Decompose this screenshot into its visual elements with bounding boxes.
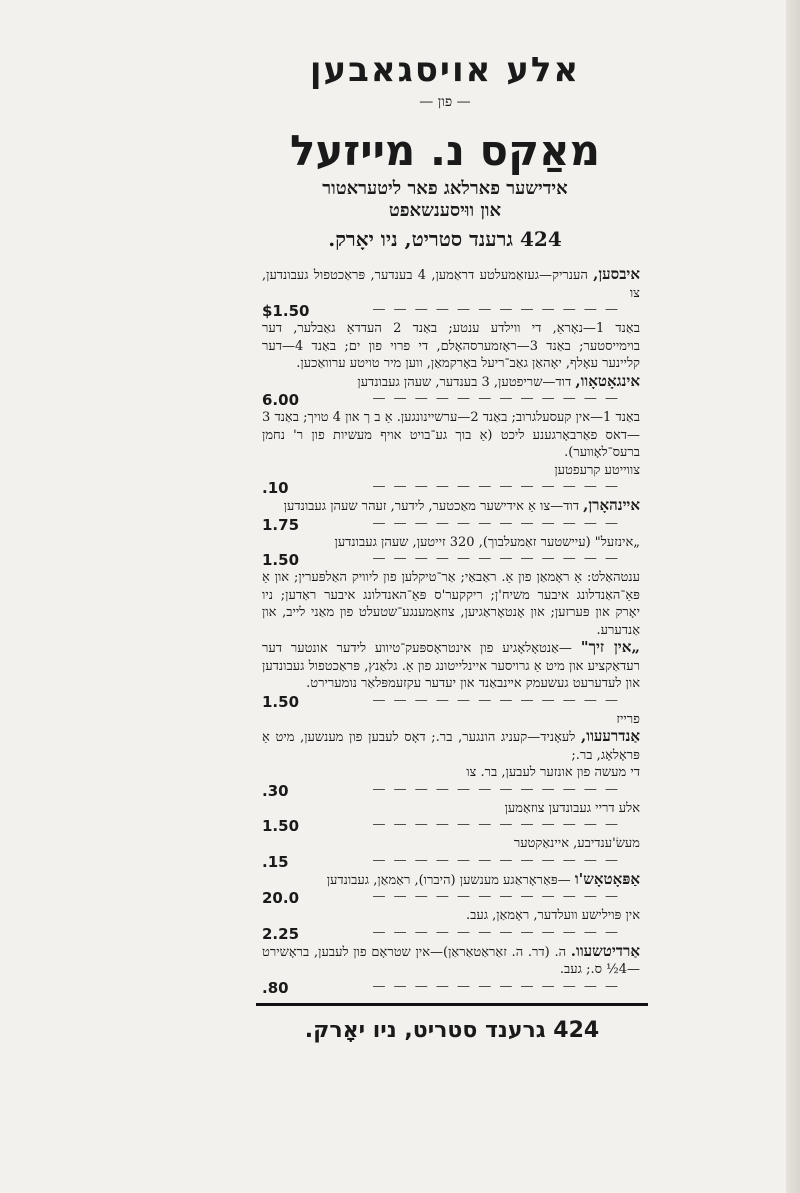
price-row <box>262 889 640 907</box>
entry-text <box>262 534 640 552</box>
catalog-entry <box>262 728 640 764</box>
entry-price: .10 <box>262 479 289 497</box>
price-leader-dashes: — — — — — — — — — — — — <box>372 817 620 832</box>
entry-text <box>262 943 640 979</box>
price-row <box>262 479 640 497</box>
price-leader-dashes: — — — — — — — — — — — — <box>372 692 620 708</box>
entry-text <box>262 462 640 480</box>
catalog-entry <box>262 871 640 908</box>
price-row <box>262 979 640 997</box>
catalog-entry <box>262 320 640 373</box>
price-leader-dashes: — — — — — — — — — — — — <box>372 391 620 406</box>
entry-description: מעשׂ'ענדיבע, איינאַקטער <box>513 836 640 851</box>
footer-address: 424 גרענד סטריט, ניו יאָרק. <box>304 1018 600 1043</box>
price-row <box>262 693 640 711</box>
entry-author: אײנהאָרן, <box>583 496 640 514</box>
catalog-entry <box>262 534 640 570</box>
footer-rule <box>256 1003 648 1006</box>
price-leader-dashes: — — — — — — — — — — — — <box>372 889 620 904</box>
entry-price: .80 <box>262 978 289 997</box>
price-row <box>262 853 640 871</box>
entry-description: „אינזעל" (עיישטער זאַמעלבוך), 320 זייטען, שעהן געבונדען <box>334 534 640 550</box>
catalog-entry <box>262 462 640 498</box>
price-leader-dashes: — — — — — — — — — — — — <box>372 924 620 940</box>
catalog-title: אלע אויסגאבען <box>309 50 581 90</box>
price-leader-dashes: — — — — — — — — — — — — <box>372 551 620 566</box>
catalog-entry <box>262 569 640 639</box>
price-row <box>262 782 640 800</box>
entry-price: $1.50 <box>262 302 310 320</box>
price-leader-dashes: — — — — — — — — — — — — <box>372 852 620 868</box>
price-row <box>262 302 640 320</box>
entry-description: פרייז <box>616 711 640 727</box>
entry-text <box>262 728 640 764</box>
entry-description: לעאָניד—קעניג הונגער, בר.; דאָס לעבען פון מענשען, מיט אַ פּראָלאָג, בר.; <box>262 730 640 763</box>
publisher-subline-1: אידישער פארלאג פאר ליטעראטור <box>322 178 568 199</box>
entry-price: 2.25 <box>262 924 300 943</box>
entry-text <box>262 320 640 373</box>
catalog-entry <box>262 373 640 410</box>
entry-text <box>262 266 640 302</box>
entry-author: אַרדיטשעוו. <box>570 941 640 960</box>
entry-price: .15 <box>262 852 289 871</box>
catalog-entry <box>262 764 640 800</box>
catalog-entry <box>262 497 640 534</box>
entry-price: 1.50 <box>262 551 300 569</box>
entry-text <box>262 800 640 818</box>
entry-text <box>262 711 640 729</box>
price-leader-dashes: — — — — — — — — — — — — <box>372 515 620 531</box>
entry-author: אַנדרעעוו, <box>581 727 640 745</box>
price-row <box>262 817 640 835</box>
price-row <box>262 516 640 534</box>
entry-description: —אַנטאָלאָגיע פון אינטראָספּעק־טיווע לידער אונטער דער רעדאַקציע און מיט אַ גרויסער איינלייטונג פון אַ. גלאַנץ, פּראַכטפול געבונדען און לעדערעט געשעמק אײנבאַנד און יעדער עקזעמפּלאַר נומערירט. <box>262 641 640 691</box>
entry-description: הענריק—געזאַמעלטע דראַמען, 4 בענדער, פּראַכטפול געבונדען, צו <box>262 268 640 301</box>
entry-text <box>262 639 640 693</box>
entry-price: 1.75 <box>262 515 300 534</box>
entry-text <box>262 835 640 853</box>
catalog-entry <box>262 409 640 462</box>
entry-description: אין פּוילישע וועלדער, ראָמאַן, געב. <box>465 908 640 923</box>
price-leader-dashes: — — — — — — — — — — — — <box>372 781 620 797</box>
entry-description: באַנד 1—נאָראַ, די ווילדע ענטע; באַנד 2 העדדאַ גאַבלער, דער בוימייסטער; באַנד 3—ראָזמערסהאָלם, די פרוי פון ים; באַנד 4—דער קליינער עאָלף, יאָהאַן גאַב־ריעל באָרקמאַן, ווען מיר טויטע ערוואַכען. <box>262 321 640 371</box>
entry-author: איבסען, <box>593 265 640 283</box>
catalog-entry <box>262 907 640 943</box>
entry-text <box>262 373 640 392</box>
price-row <box>262 925 640 943</box>
entry-text <box>262 907 640 925</box>
catalog-entry <box>262 711 640 729</box>
entry-price: 6.00 <box>262 391 300 409</box>
entry-description: דוד—שריפטען, 3 בענדער, שעהן געבונדען <box>357 374 572 390</box>
entry-author: אַפּאָטאָש'ו <box>574 869 640 888</box>
price-row <box>262 391 640 409</box>
entry-description: ה. (דר. ה. זאַראַטאַראַן)—אין שטראָם פון לעבען, בראָשירט—4½ ס.; געב. <box>262 944 640 977</box>
price-leader-dashes: — — — — — — — — — — — — <box>372 978 620 994</box>
entry-description: אלע דריי געבונדען צוזאַמען <box>504 800 640 816</box>
price-leader-dashes: — — — — — — — — — — — — <box>372 302 620 317</box>
page-edge <box>786 0 800 1193</box>
publisher-subline-2: און ווּיסענשאפט <box>388 200 502 221</box>
publisher-address: 424 גרענד סטריט, ניו יאָרק. <box>328 227 562 251</box>
catalog-entry <box>262 800 640 836</box>
catalog-entry <box>262 943 640 997</box>
entry-author: אינגאָטאָוו, <box>575 371 640 390</box>
catalog-header <box>250 50 640 252</box>
entry-text <box>262 409 640 462</box>
entry-text <box>262 497 640 516</box>
from-label: — פון — <box>419 94 471 110</box>
entry-description: באַנד 1—אין קעסעלגרוב; באַנד 2—ערשיינונגען. אַ ב ך און 4 טויך; באַנד 3—דאס פאַרבאָרגענע ליכט (אַ בוך גע־בויט אויף מעשיות פון ר' נחמן ברעס־לאָווער). <box>262 410 640 460</box>
entry-price: .30 <box>262 781 289 800</box>
entry-description: ענטהאַלט: אַ ראָמאַן פון אַ. ראַבאַי; אַר־טיקלען פון ליוויק האַלפּערין; און אַ פּאַ־האַנדלונג איבער משיח'ן; ריקקער'ס פּאַ־האנדלונג איבער ראַדען; ניו יאָרק און פּערזען; און אָנטאָראַגיען, צוזאַמענגע־שטעלט פון מאַני לייב, און אַנדערע. <box>262 570 640 638</box>
price-row <box>262 551 640 569</box>
catalog-entry <box>262 835 640 871</box>
entry-text <box>262 871 640 890</box>
entry-description: די מעשה פון אונזער לעבען, בר. צו <box>466 765 640 780</box>
catalog-entry <box>262 639 640 711</box>
entry-price: 20.0 <box>262 889 300 907</box>
entry-price: 1.50 <box>262 692 300 711</box>
entry-description: —פּאַראָראַגע מענשען (היברו), ראַמאַן, געבונדען <box>326 872 571 888</box>
price-leader-dashes: — — — — — — — — — — — — <box>372 479 620 494</box>
entry-text <box>262 764 640 782</box>
entry-description: צווייטע קרעפטען <box>554 462 640 478</box>
book-catalog-list <box>262 266 640 997</box>
publisher-name: מאַקס נ. מייזעל <box>290 126 600 175</box>
catalog-entry <box>262 266 640 320</box>
entry-author: „אין זיך" <box>580 638 641 656</box>
entry-description: דוד—צו אַ אידישער מאַכטער, לידער, זעהר שעהן געבונדען <box>283 499 579 514</box>
entry-text <box>262 569 640 639</box>
entry-price: 1.50 <box>262 817 300 835</box>
